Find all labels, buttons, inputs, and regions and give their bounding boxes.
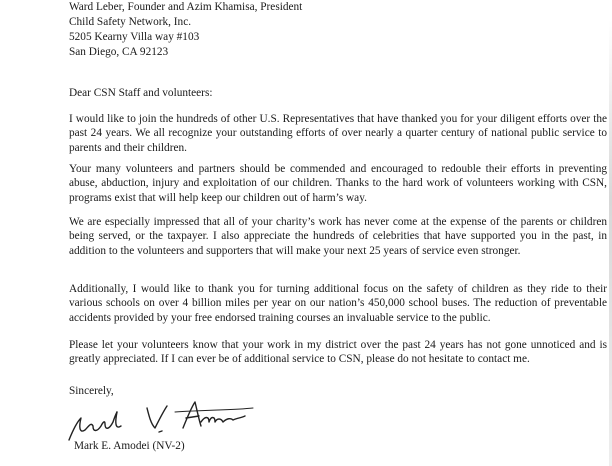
letter-paragraph-3: We are especially impressed that all of your charity’s work has never come at the expense of the parents or children being served, or the taxpayer. I also appreciate the hundreds of celebrities that have supported you in the past, in addition to the volunteers and supporters that will make your next 25 years of service even stronger.	[69, 216, 607, 257]
recipient-address	[69, 0, 302, 60]
closing: Sincerely,	[69, 385, 114, 397]
letter-paragraph-5: Please let your volunteers know that your work in my district over the past 24 years has not gone unnoticed and is greatly appreciated. If I can ever be of additional service to CSN, please do not hesitate to contact me.	[69, 339, 607, 366]
signer-name: Mark E. Amodei (NV-2)	[74, 440, 185, 452]
letter-paragraph-1: I would like to join the hundreds of other U.S. Representatives that have thanked you for your diligent efforts over the past 24 years. We all recognize your outstanding efforts of over nearly a quarter century of national public service to parents and their children.	[69, 113, 607, 154]
recipient-organization: Child Safety Network, Inc.	[69, 16, 192, 28]
letter-paragraph-2: Your many volunteers and partners should be commended and encouraged to redouble their efforts in preventing abuse, abduction, injury and exploitation of our children. Thanks to the hard work of volunteers working with CSN, programs exist that will help keep our children out of harm’s way.	[69, 163, 607, 204]
recipient-street: 5205 Kearny Villa way #103	[69, 31, 200, 43]
recipient-city: San Diego, CA 92123	[69, 46, 169, 58]
recipient-names: Ward Leber, Founder and Azim Khamisa, President	[69, 1, 303, 13]
handwritten-signature	[55, 392, 255, 447]
letter-paragraph-4: Additionally, I would like to thank you for turning additional focus on the safety of children as they ride to their various schools on over 4 billion miles per year on our nation’s 450,000 school buses. The reduction of preventable accidents provided by your free endorsed training courses an invaluable service to the public.	[69, 283, 607, 324]
salutation: Dear CSN Staff and volunteers:	[69, 87, 213, 99]
